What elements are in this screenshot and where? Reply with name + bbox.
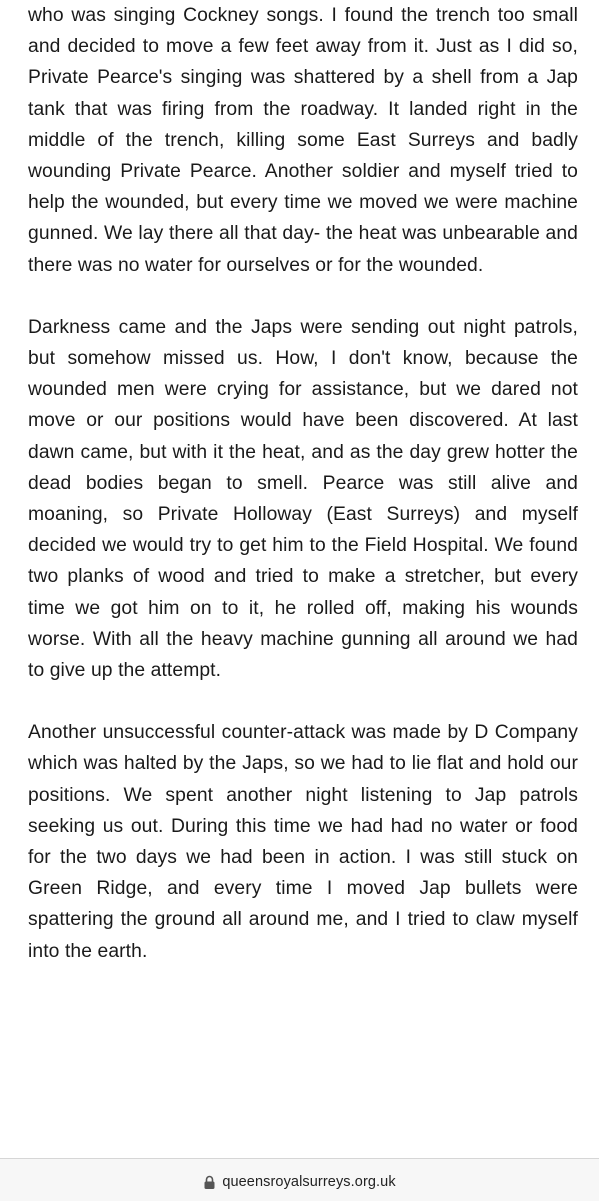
url-display[interactable] — [0, 1174, 599, 1190]
browser-address-bar[interactable] — [0, 1158, 599, 1201]
lock-icon — [203, 1175, 216, 1190]
paragraph-3: Another unsuccessful counter-attack was made by D Company which was halted by the Japs, so we had to lie flat and hold our positions. We spent another night listening to Jap patrols seeking us out. During this time we had had no water or food for the two days we had been in action. I was still stuck on Green Ridge, and every time I moved Jap bullets were spattering the ground all around me, and I tried to claw myself into the earth. — [28, 722, 578, 962]
article-body — [28, 0, 578, 967]
url-text: queensroyalsurreys.org.uk — [222, 1174, 396, 1190]
paragraph-1: who was singing Cockney songs. I found the trench too small and decided to move a few feet away from it. Just as I did so, Private Pearce's singing was shattered by a shell from a Jap tank that was firing from the roadway. It landed right in the middle of the trench, killing some East Surreys and badly wounding Private Pearce. Another soldier and myself tried to help the wounded, but every time we moved we were machine gunned. We lay there all that day- the heat was unbearable and there was no water for ourselves or for the wounded. — [28, 5, 578, 276]
paragraph-2: Darkness came and the Japs were sending out night patrols, but somehow missed us. How, I don't know, because the wounded men were crying for assistance, but we dared not move or our positions would have been discovered. At last dawn came, but with it the heat, and as the day grew hotter the dead bodies began to smell. Pearce was still alive and moaning, so Private Holloway (East Surreys) and myself decided we would try to get him to the Field Hospital. We found two planks of wood and tried to make a stretcher, but every time we got him on to it, he rolled off, making his wounds worse. With all the heavy machine gunning all around we had to give up the attempt. — [28, 316, 578, 682]
